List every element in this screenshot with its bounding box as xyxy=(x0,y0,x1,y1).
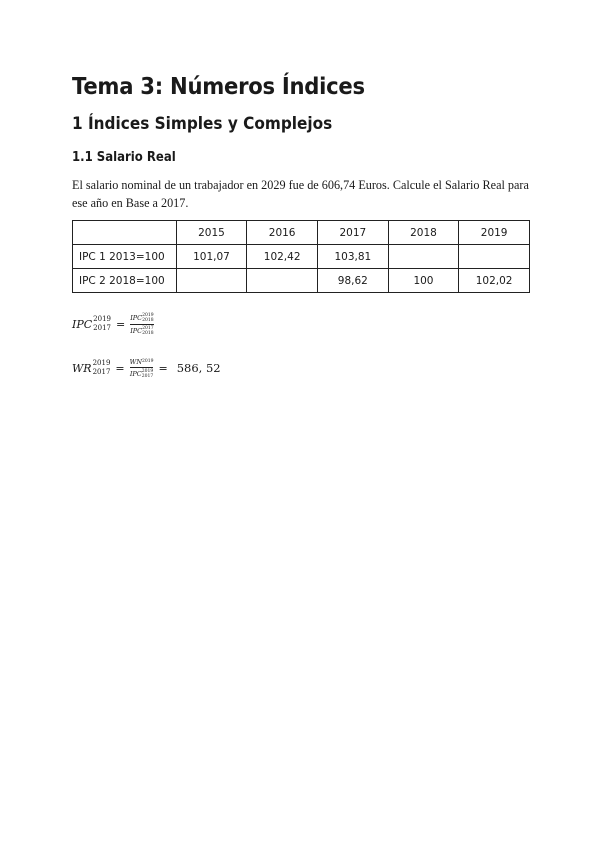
table-cell: 102,02 xyxy=(459,269,530,293)
fraction-bar xyxy=(130,324,153,325)
fraction-bar xyxy=(130,367,154,368)
formula-lhs xyxy=(72,315,111,333)
table-row-label: IPC 2 2018=100 xyxy=(73,269,177,293)
table-header-cell: 2016 xyxy=(247,221,318,245)
denominator-sub: 2018 xyxy=(142,330,154,336)
formula-symbol: WR xyxy=(72,361,92,375)
fraction-denominator: IPC xyxy=(129,369,142,378)
page-title: Tema 3: Números Índices xyxy=(72,74,365,100)
formula-sub: 2017 xyxy=(92,368,111,376)
formula-symbol: IPC xyxy=(72,317,93,331)
table-row xyxy=(73,269,530,293)
table-cell xyxy=(459,245,530,269)
table-row xyxy=(73,245,530,269)
numerator-sup: 2019 xyxy=(142,312,154,318)
formula-sup: 2019 xyxy=(93,315,111,323)
formula-result: 586, 52 xyxy=(176,361,221,375)
formula-lhs xyxy=(72,359,110,377)
denominator-sup: 2017 xyxy=(142,325,154,331)
table-cell: 98,62 xyxy=(317,269,388,293)
table-cell: 102,42 xyxy=(247,245,318,269)
table-cell: 100 xyxy=(388,269,459,293)
numerator-sup: 2019 xyxy=(142,359,154,364)
fraction-numerator: IPC xyxy=(130,313,143,322)
equals-sign: = xyxy=(116,317,126,331)
document-page xyxy=(72,70,530,385)
denominator-sup: 2019 xyxy=(141,368,154,374)
equals-sign: = xyxy=(115,361,125,375)
table-row-label: IPC 1 2013=100 xyxy=(73,245,177,269)
table-header-cell: 2017 xyxy=(317,221,388,245)
table-cell: 103,81 xyxy=(317,245,388,269)
formula-ipc xyxy=(72,307,530,341)
table-header-cell xyxy=(73,221,177,245)
table-cell xyxy=(176,269,247,293)
fraction-denominator: IPC xyxy=(130,326,143,335)
table-header-row xyxy=(73,221,530,245)
ipc-table xyxy=(72,220,530,293)
table-cell: 101,07 xyxy=(176,245,247,269)
formula-sup: 2019 xyxy=(92,359,111,367)
numerator-sub: 2018 xyxy=(142,317,154,323)
table-cell xyxy=(388,245,459,269)
equals-sign: = xyxy=(158,361,168,375)
subsection-heading: 1.1 Salario Real xyxy=(72,150,176,165)
formula-sub: 2017 xyxy=(93,324,111,332)
formula-real-wage xyxy=(72,351,530,385)
formula-fraction xyxy=(130,313,153,336)
problem-paragraph: El salario nominal de un trabajador en 2029 fue de 606,74 Euros. Calcule el Salario Real para ese año en Base a 2017. xyxy=(72,178,529,210)
fraction-numerator: WN xyxy=(129,357,143,366)
formula-fraction xyxy=(130,358,154,379)
table-cell xyxy=(247,269,318,293)
table-header-cell: 2019 xyxy=(459,221,530,245)
table-header-cell: 2018 xyxy=(388,221,459,245)
section-heading: 1 Índices Simples y Complejos xyxy=(72,114,333,134)
table-header-cell: 2015 xyxy=(176,221,247,245)
denominator-sub: 2017 xyxy=(141,373,154,379)
